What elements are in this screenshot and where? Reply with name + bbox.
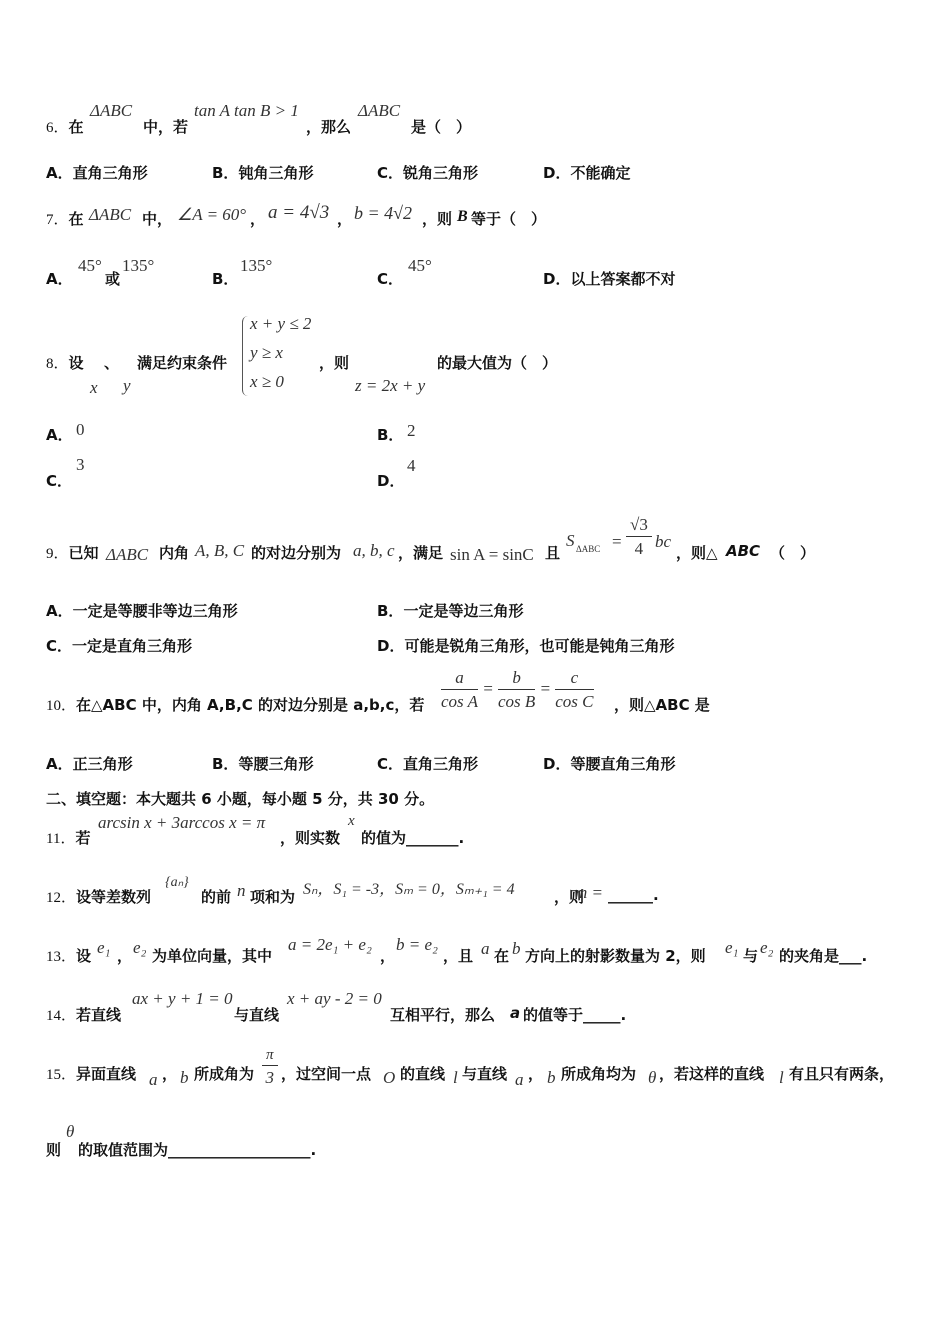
- q8-stem: 8．设: [46, 354, 84, 372]
- q15-number: 15．: [46, 1067, 77, 1083]
- q6-option-c[interactable]: C．锐角三角形: [377, 164, 479, 182]
- q10-stem: 10．在△ABC 中，内角 A,B,C 的对边分别是 a,b,c，若: [46, 696, 425, 714]
- q7-option-c[interactable]: C．: [377, 270, 404, 288]
- q9-math-angles: A, B, C: [195, 541, 245, 560]
- q9-math-sides: a, b, c: [353, 541, 395, 560]
- q9-math-sine: sin A = sinC: [450, 545, 534, 564]
- q9-area-fraction: $\frac{√3}{4}$: [626, 515, 652, 559]
- q6-number: 6．: [46, 120, 69, 136]
- q15-stem-line2: 则: [46, 1141, 62, 1159]
- q8-objective: z = 2x + y: [355, 376, 426, 395]
- q8-constraint-3: x ≥ 0: [250, 372, 284, 391]
- q7-option-b[interactable]: B．: [212, 270, 239, 288]
- q15-stem: 15．异面直线: [46, 1065, 137, 1083]
- q8-constraint-2: y ≥ x: [250, 343, 283, 362]
- q8-constraint-1: x + y ≤ 2: [250, 314, 312, 333]
- q7-math-b: b = 4√2: [354, 203, 413, 223]
- q9-option-d[interactable]: D．可能是锐角三角形，也可能是钝角三角形: [377, 637, 675, 655]
- q10-option-a[interactable]: A．正三角形: [46, 755, 133, 773]
- q8-option-c[interactable]: C．: [46, 472, 73, 490]
- section-heading-fill-in: 二、填空题：本大题共 6 小题，每小题 5 分，共 30 分。: [46, 790, 435, 808]
- q14-stem: 14．若直线: [46, 1006, 122, 1024]
- q13-number: 13．: [46, 949, 77, 965]
- q11-stem: 11．若: [46, 829, 91, 847]
- q9-number: 9．: [46, 546, 69, 562]
- q7-math-angle: ∠A = 60°: [177, 205, 247, 224]
- q6-option-b[interactable]: B．钝角三角形: [212, 164, 314, 182]
- q9-math-triangle: ΔABC: [106, 545, 149, 564]
- q13-vector-b: b = e₂: [396, 935, 438, 954]
- q12-sums: Sₙ，S₁ = -3，Sₘ = 0，Sₘ₊₁ = 4: [303, 881, 515, 898]
- q7-number: 7．: [46, 212, 69, 228]
- q9-stem: 9．已知: [46, 544, 99, 562]
- q12-number: 12．: [46, 890, 77, 906]
- q8-constraint-brace: [242, 316, 249, 396]
- q11-math-equation: arcsin x + 3arccos x = π: [98, 813, 266, 832]
- q13-vector-a: a = 2e₁ + e₂: [288, 935, 372, 954]
- q7-option-a[interactable]: A．: [46, 270, 73, 288]
- q8-option-a[interactable]: A．: [46, 426, 73, 444]
- q15-angle-fraction: $\frac{\pi}{3}$: [262, 1047, 278, 1088]
- q6-math-triangle: ΔABC: [90, 101, 133, 120]
- q7-stem: 7．在: [46, 210, 84, 228]
- q12-stem: 12．设等差数列: [46, 888, 152, 906]
- q9-option-b[interactable]: B．一定是等边三角形: [377, 602, 524, 620]
- q8-number: 8．: [46, 356, 69, 372]
- q9-option-a[interactable]: A．一定是等腰非等边三角形: [46, 602, 238, 620]
- q7-math-a: a = 4√3: [268, 202, 330, 223]
- q9-option-c[interactable]: C．一定是直角三角形: [46, 637, 193, 655]
- q6-stem: 6．在: [46, 118, 84, 136]
- q6-option-a[interactable]: A．直角三角形: [46, 164, 148, 182]
- q8-option-d[interactable]: D．: [377, 472, 405, 490]
- q8-option-b[interactable]: B．: [377, 426, 404, 444]
- q10-option-b[interactable]: B．等腰三角形: [212, 755, 314, 773]
- q10-number: 10．: [46, 698, 77, 714]
- q14-line1: ax + y + 1 = 0: [132, 989, 233, 1008]
- q11-number: 11．: [46, 831, 76, 847]
- q8-var-x: x: [90, 378, 98, 397]
- q13-stem: 13．设: [46, 947, 92, 965]
- q6-math-triangle2: ΔABC: [358, 101, 401, 120]
- q7-option-d[interactable]: D．以上答案都不对: [543, 270, 676, 288]
- q8-var-y: y: [123, 376, 131, 395]
- q10-option-c[interactable]: C．直角三角形: [377, 755, 479, 773]
- q9-area-s: S: [566, 531, 575, 550]
- q12-sequence: {aₙ}: [165, 875, 189, 890]
- q10-ratio-equation: $\frac{a}{\text{cos A}}$ = $\frac{b}{\text{cos B}}$ = $\frac{c}{\text{cos C}}$: [441, 668, 594, 711]
- q6-math-condition: tan A tan B > 1: [194, 101, 299, 120]
- q6-option-d[interactable]: D．不能确定: [543, 164, 631, 182]
- q14-line2: x + ay - 2 = 0: [287, 989, 382, 1008]
- q7-math-triangle: ΔABC: [89, 205, 132, 224]
- q14-number: 14．: [46, 1008, 77, 1024]
- q10-option-d[interactable]: D．等腰直角三角形: [543, 755, 676, 773]
